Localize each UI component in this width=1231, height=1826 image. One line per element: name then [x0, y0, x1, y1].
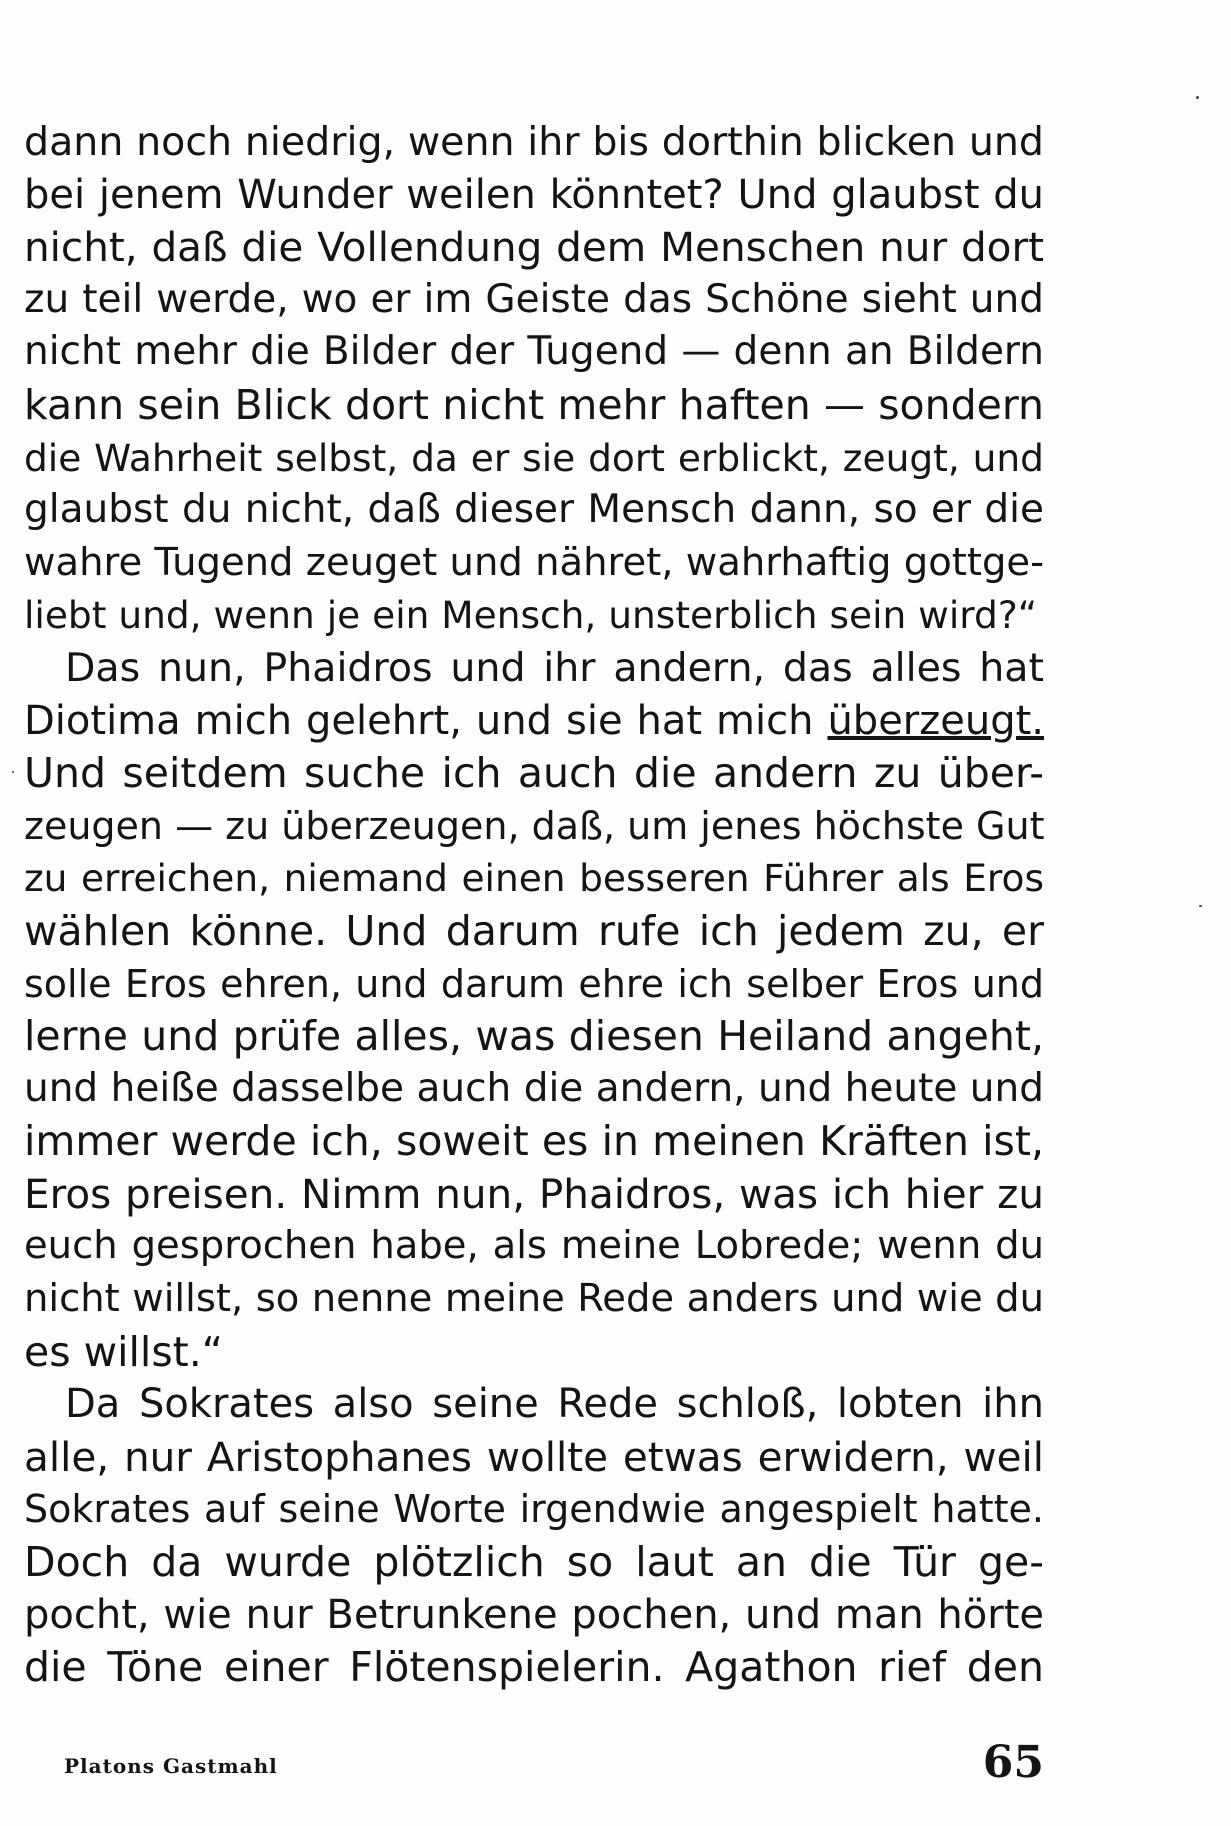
running-title: Platons Gastmahl	[64, 1754, 278, 1778]
text-line-with-underline	[24, 695, 1044, 748]
text-line: euch gesprochen habe, als meine Lobrede; wenn du	[24, 1223, 1044, 1269]
text-line: Doch da wurde plötzlich so laut an die Tür ge-	[24, 1538, 1044, 1587]
text-line: die Töne einer Flötenspielerin. Agathon rief den	[24, 1643, 1044, 1692]
text-line: dann noch niedrig, wenn ihr bis dorthin blicken und	[24, 119, 1044, 165]
text-line: die Wahrheit selbst, da er sie dort erblickt, zeugt, und	[24, 435, 1044, 480]
text-line: solle Eros ehren, und darum ehre ich selber Eros und	[24, 961, 1044, 1006]
text-line: wahre Tugend zeuget und nähret, wahrhaftig gottge-	[24, 539, 1044, 585]
text-line: und heiße dasselbe auch die andern, und heute und	[24, 1065, 1044, 1111]
text-line: liebt und, wenn je ein Mensch, unsterblich sein wird?“	[24, 593, 1038, 638]
text-segment: Diotima mich gelehrt, und sie hat mich	[24, 697, 828, 744]
text-line: alle, nur Aristophanes wollte etwas erwidern, weil	[24, 1432, 1044, 1481]
text-line: immer werde ich, soweit es in meinen Kräften ist,	[24, 1117, 1044, 1166]
text-line: bei jenem Wunder weilen könntet? Und glaubst du	[24, 171, 1044, 218]
text-line: zu teil werde, wo er im Geiste das Schöne sieht und	[24, 276, 1044, 322]
text-line: lerne und prüfe alles, was diesen Heiland angeht,	[24, 1012, 1044, 1061]
body-text	[24, 116, 1044, 1694]
text-line: Sokrates auf seine Worte irgendwie angespielt hatte.	[24, 1487, 1044, 1532]
scan-speck	[1196, 96, 1199, 99]
page-footer	[64, 1728, 1044, 1788]
text-line: kann sein Blick dort nicht mehr haften — sondern	[24, 380, 1044, 429]
scan-speck	[12, 771, 14, 773]
page-number: 65	[982, 1737, 1044, 1788]
paragraph-start-line: Da Sokrates also seine Rede schloß, lobten ihn	[65, 1381, 1044, 1428]
text-line: nicht, daß die Vollendung dem Menschen nur dort	[24, 223, 1044, 272]
text-line: zu erreichen, niemand einen besseren Führer als Eros	[24, 856, 1044, 901]
text-line: Eros preisen. Nimm nun, Phaidros, was ich hier zu	[24, 1169, 1044, 1218]
text-line: nicht mehr die Bilder der Tugend — denn an Bildern	[24, 329, 1044, 375]
text-line: Und seitdem suche ich auch die andern zu über-	[24, 749, 1044, 798]
text-line: wählen könne. Und darum rufe ich jedem zu, er	[24, 906, 1044, 955]
text-line: glaubst du nicht, daß dieser Mensch dann, so er die	[24, 487, 1044, 533]
text-line: pocht, wie nur Betrunkene pochen, und man hörte	[24, 1591, 1044, 1638]
text-line: zeugen — zu überzeugen, daß, um jenes höchste Gut	[24, 803, 1045, 848]
underlined-word: überzeugt.	[827, 697, 1044, 744]
scan-speck	[1199, 905, 1202, 907]
paragraph-start-line: Das nun, Phaidros und ihr andern, das alles hat	[65, 644, 1044, 691]
text-line: nicht willst, so nenne meine Rede anders und wie du	[24, 1276, 1044, 1322]
text-line: es willst.“	[24, 1327, 224, 1376]
